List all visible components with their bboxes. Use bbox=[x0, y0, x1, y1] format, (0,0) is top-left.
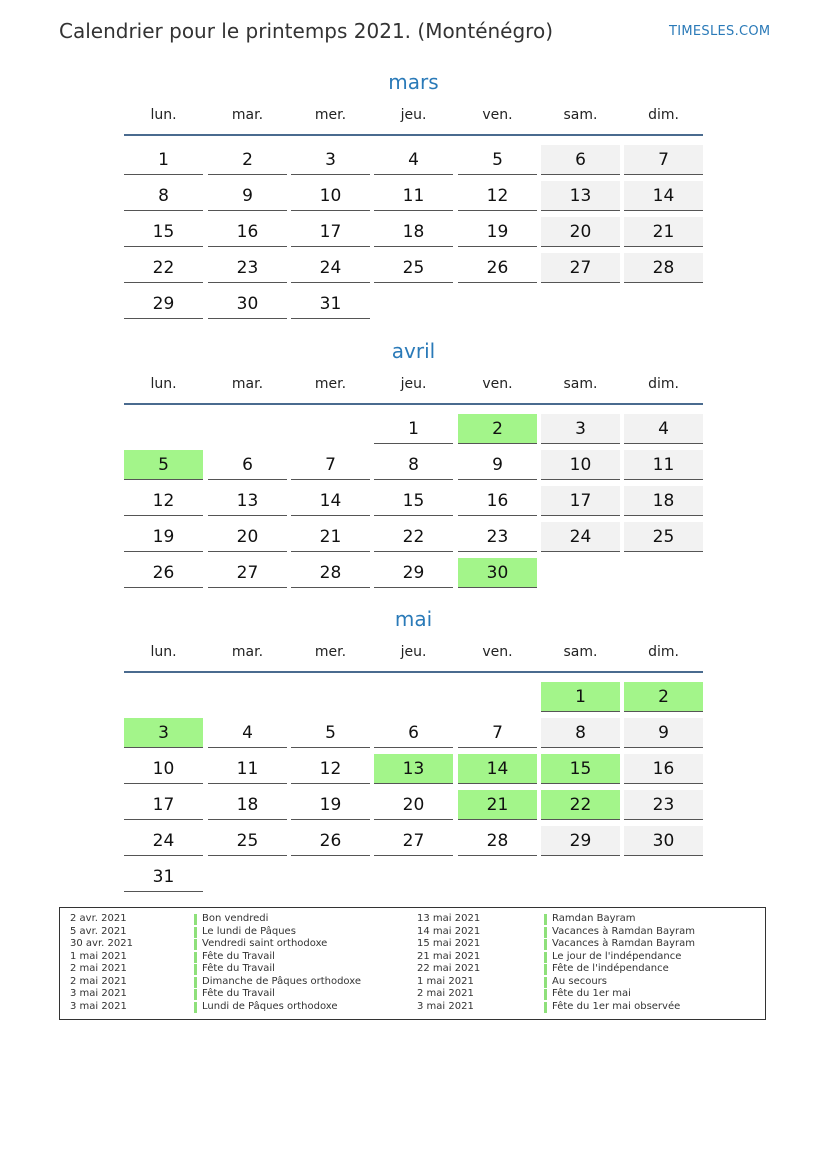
weekday-header: sam. bbox=[563, 376, 598, 392]
legend-entry bbox=[70, 963, 410, 976]
legend-column-right bbox=[417, 913, 757, 1013]
holiday-marker-icon bbox=[544, 989, 547, 1000]
day-cell[interactable]: 8 bbox=[124, 181, 203, 211]
weekday-header: dim. bbox=[648, 644, 679, 660]
legend-holiday-name: Le jour de l'indépendance bbox=[552, 950, 682, 962]
day-cell[interactable]: 5 bbox=[458, 145, 537, 175]
holiday-marker-icon bbox=[194, 989, 197, 1000]
month-0 bbox=[124, 70, 703, 370]
day-cell[interactable]: 9 bbox=[208, 181, 287, 211]
day-cell[interactable]: 4 bbox=[624, 414, 703, 444]
holiday-marker-icon bbox=[194, 964, 197, 975]
weekday-header: mar. bbox=[231, 644, 264, 660]
day-cell[interactable]: 2 bbox=[208, 145, 287, 175]
legend-holiday-name: Fête du Travail bbox=[202, 963, 275, 974]
legend-holiday-name: Fête du 1er mai bbox=[552, 988, 631, 999]
day-cell[interactable]: 14 bbox=[624, 181, 703, 211]
day-cell[interactable]: 22 bbox=[124, 253, 203, 283]
legend-date: 3 mai 2021 bbox=[417, 1000, 474, 1012]
legend-date: 1 mai 2021 bbox=[417, 975, 474, 987]
day-cell[interactable]: 7 bbox=[458, 718, 537, 748]
legend-holiday-name: Vacances à Ramdan Bayram bbox=[552, 925, 695, 937]
holiday-marker-icon bbox=[194, 1002, 197, 1013]
day-cell[interactable]: 20 bbox=[374, 790, 453, 820]
day-cell[interactable]: 4 bbox=[208, 718, 287, 748]
day-cell[interactable]: 3 bbox=[291, 145, 370, 175]
legend-date: 3 mai 2021 bbox=[70, 988, 127, 999]
day-cell[interactable]: 12 bbox=[458, 181, 537, 211]
day-cell[interactable]: 11 bbox=[624, 450, 703, 480]
legend-date: 2 mai 2021 bbox=[70, 963, 127, 974]
day-cell[interactable]: 2 bbox=[458, 414, 537, 444]
day-cell[interactable]: 30 bbox=[624, 826, 703, 856]
day-cell[interactable]: 10 bbox=[541, 450, 620, 480]
day-cell[interactable]: 19 bbox=[124, 522, 203, 552]
day-cell[interactable]: 21 bbox=[458, 790, 537, 820]
day-cell[interactable]: 23 bbox=[624, 790, 703, 820]
day-cell[interactable]: 26 bbox=[291, 826, 370, 856]
month-title: mai bbox=[394, 607, 433, 631]
weekday-header: lun. bbox=[150, 376, 177, 392]
day-cell[interactable]: 25 bbox=[374, 253, 453, 283]
day-cell[interactable]: 17 bbox=[541, 486, 620, 516]
day-cell[interactable]: 27 bbox=[541, 253, 620, 283]
legend-holiday-name: Au secours bbox=[552, 975, 607, 987]
day-cell[interactable]: 12 bbox=[124, 486, 203, 516]
day-cell[interactable]: 16 bbox=[458, 486, 537, 516]
day-cell[interactable]: 21 bbox=[291, 522, 370, 552]
legend-date: 22 mai 2021 bbox=[417, 963, 481, 974]
day-cell[interactable]: 9 bbox=[624, 718, 703, 748]
day-cell[interactable]: 1 bbox=[124, 145, 203, 175]
holiday-marker-icon bbox=[194, 914, 197, 925]
holiday-marker-icon bbox=[544, 977, 547, 988]
day-cell[interactable]: 8 bbox=[541, 718, 620, 748]
day-cell[interactable]: 9 bbox=[458, 450, 537, 480]
legend-entry bbox=[70, 926, 410, 939]
month-title: avril bbox=[391, 339, 436, 363]
legend-entry bbox=[417, 951, 757, 964]
weekday-header: mer. bbox=[314, 107, 347, 123]
day-cell[interactable]: 27 bbox=[374, 826, 453, 856]
weekday-header: mar. bbox=[231, 107, 264, 123]
holiday-marker-icon bbox=[194, 977, 197, 988]
day-cell[interactable]: 10 bbox=[291, 181, 370, 211]
legend-date: 21 mai 2021 bbox=[417, 950, 481, 962]
legend-entry bbox=[417, 988, 757, 1001]
legend-holiday-name: Le lundi de Pâques bbox=[202, 925, 296, 937]
day-cell[interactable]: 19 bbox=[458, 217, 537, 247]
legend-entry bbox=[70, 988, 410, 1001]
legend-holiday-name: Bon vendredi bbox=[202, 913, 269, 924]
day-cell[interactable]: 11 bbox=[208, 754, 287, 784]
day-cell[interactable]: 10 bbox=[124, 754, 203, 784]
weekday-header: jeu. bbox=[400, 644, 427, 660]
day-cell[interactable]: 24 bbox=[291, 253, 370, 283]
day-cell[interactable]: 3 bbox=[124, 718, 203, 748]
day-cell[interactable]: 29 bbox=[541, 826, 620, 856]
day-cell[interactable]: 2 bbox=[624, 682, 703, 712]
holiday-marker-icon bbox=[544, 927, 547, 938]
legend-date: 5 avr. 2021 bbox=[70, 925, 127, 937]
day-cell[interactable]: 20 bbox=[541, 217, 620, 247]
day-cell[interactable]: 11 bbox=[374, 181, 453, 211]
legend-date: 1 mai 2021 bbox=[70, 950, 127, 962]
legend-entry bbox=[417, 976, 757, 989]
holiday-marker-icon bbox=[544, 1002, 547, 1013]
header-divider bbox=[124, 671, 703, 673]
weekday-header: lun. bbox=[150, 644, 177, 660]
day-cell[interactable]: 5 bbox=[124, 450, 203, 480]
day-cell[interactable]: 6 bbox=[208, 450, 287, 480]
day-cell[interactable]: 18 bbox=[624, 486, 703, 516]
legend-date: 2 avr. 2021 bbox=[70, 913, 127, 924]
day-cell[interactable]: 16 bbox=[208, 217, 287, 247]
legend-holiday-name: Fête du Travail bbox=[202, 950, 275, 962]
day-cell[interactable]: 24 bbox=[541, 522, 620, 552]
legend-entry bbox=[70, 913, 410, 926]
legend-holiday-name: Dimanche de Pâques orthodoxe bbox=[202, 975, 361, 987]
legend-holiday-name: Vendredi saint orthodoxe bbox=[202, 938, 328, 949]
day-cell[interactable]: 17 bbox=[291, 217, 370, 247]
day-cell[interactable]: 23 bbox=[208, 253, 287, 283]
day-cell[interactable]: 14 bbox=[291, 486, 370, 516]
day-cell[interactable]: 25 bbox=[624, 522, 703, 552]
day-cell[interactable]: 19 bbox=[291, 790, 370, 820]
month-2 bbox=[124, 607, 703, 907]
holiday-marker-icon bbox=[194, 939, 197, 950]
day-cell[interactable]: 1 bbox=[374, 414, 453, 444]
legend-entry bbox=[70, 938, 410, 951]
legend-date: 15 mai 2021 bbox=[417, 938, 481, 949]
day-cell[interactable]: 4 bbox=[374, 145, 453, 175]
day-cell[interactable]: 18 bbox=[374, 217, 453, 247]
day-cell[interactable]: 6 bbox=[541, 145, 620, 175]
site-link[interactable]: TIMESLES.COM bbox=[669, 24, 771, 39]
day-cell[interactable]: 13 bbox=[208, 486, 287, 516]
weekday-header: dim. bbox=[648, 376, 679, 392]
weekday-header: ven. bbox=[482, 376, 513, 392]
legend-entry bbox=[70, 951, 410, 964]
weekday-header: mer. bbox=[314, 376, 347, 392]
weekday-header: ven. bbox=[482, 644, 513, 660]
legend-holiday-name: Lundi de Pâques orthodoxe bbox=[202, 1000, 338, 1012]
day-cell[interactable]: 18 bbox=[208, 790, 287, 820]
legend-entry bbox=[417, 938, 757, 951]
day-cell[interactable]: 15 bbox=[541, 754, 620, 784]
weekday-header: dim. bbox=[648, 107, 679, 123]
legend-date: 13 mai 2021 bbox=[417, 913, 481, 924]
holiday-legend bbox=[59, 907, 766, 1020]
day-cell[interactable]: 29 bbox=[374, 558, 453, 588]
day-cell[interactable]: 15 bbox=[374, 486, 453, 516]
legend-date: 2 mai 2021 bbox=[417, 988, 474, 999]
day-cell[interactable]: 5 bbox=[291, 718, 370, 748]
legend-holiday-name: Fête du 1er mai observée bbox=[552, 1000, 681, 1012]
holiday-marker-icon bbox=[544, 914, 547, 925]
weekday-header: ven. bbox=[482, 107, 513, 123]
day-cell[interactable]: 1 bbox=[541, 682, 620, 712]
legend-date: 2 mai 2021 bbox=[70, 975, 127, 987]
day-cell[interactable]: 20 bbox=[208, 522, 287, 552]
day-cell[interactable]: 25 bbox=[208, 826, 287, 856]
page-title: Calendrier pour le printemps 2021. (Monténégro) bbox=[59, 19, 554, 43]
legend-entry bbox=[70, 1001, 410, 1014]
day-cell[interactable]: 26 bbox=[124, 558, 203, 588]
day-cell[interactable]: 31 bbox=[291, 289, 370, 319]
legend-column-left bbox=[70, 913, 410, 1013]
day-cell[interactable]: 29 bbox=[124, 289, 203, 319]
weekday-header: mar. bbox=[231, 376, 264, 392]
header-divider bbox=[124, 403, 703, 405]
weekday-header: jeu. bbox=[400, 376, 427, 392]
legend-date: 14 mai 2021 bbox=[417, 925, 481, 937]
holiday-marker-icon bbox=[194, 927, 197, 938]
weekday-header: mer. bbox=[314, 644, 347, 660]
day-cell[interactable]: 28 bbox=[291, 558, 370, 588]
day-cell[interactable]: 16 bbox=[624, 754, 703, 784]
legend-holiday-name: Vacances à Ramdan Bayram bbox=[552, 938, 695, 949]
month-title: mars bbox=[388, 70, 439, 94]
month-1 bbox=[124, 339, 703, 639]
day-cell[interactable]: 23 bbox=[458, 522, 537, 552]
day-cell[interactable]: 28 bbox=[458, 826, 537, 856]
day-cell[interactable]: 24 bbox=[124, 826, 203, 856]
day-cell[interactable]: 22 bbox=[541, 790, 620, 820]
legend-entry bbox=[70, 976, 410, 989]
holiday-marker-icon bbox=[544, 939, 547, 950]
header-divider bbox=[124, 134, 703, 136]
day-cell[interactable]: 7 bbox=[291, 450, 370, 480]
day-cell[interactable]: 12 bbox=[291, 754, 370, 784]
day-cell[interactable]: 30 bbox=[458, 558, 537, 588]
day-cell[interactable]: 22 bbox=[374, 522, 453, 552]
day-cell[interactable]: 15 bbox=[124, 217, 203, 247]
legend-holiday-name: Fête de l'indépendance bbox=[552, 963, 669, 974]
holiday-marker-icon bbox=[194, 952, 197, 963]
legend-holiday-name: Fête du Travail bbox=[202, 988, 275, 999]
day-cell[interactable]: 17 bbox=[124, 790, 203, 820]
day-cell[interactable]: 27 bbox=[208, 558, 287, 588]
legend-date: 30 avr. 2021 bbox=[70, 938, 133, 949]
weekday-header: sam. bbox=[563, 644, 598, 660]
day-cell[interactable]: 28 bbox=[624, 253, 703, 283]
day-cell[interactable]: 26 bbox=[458, 253, 537, 283]
weekday-header: jeu. bbox=[400, 107, 427, 123]
legend-entry bbox=[417, 963, 757, 976]
legend-date: 3 mai 2021 bbox=[70, 1000, 127, 1012]
day-cell[interactable]: 3 bbox=[541, 414, 620, 444]
day-cell[interactable]: 14 bbox=[458, 754, 537, 784]
legend-entry bbox=[417, 913, 757, 926]
day-cell[interactable]: 13 bbox=[374, 754, 453, 784]
day-cell[interactable]: 30 bbox=[208, 289, 287, 319]
day-cell[interactable]: 6 bbox=[374, 718, 453, 748]
weekday-header: lun. bbox=[150, 107, 177, 123]
day-cell[interactable]: 8 bbox=[374, 450, 453, 480]
legend-entry bbox=[417, 1001, 757, 1014]
day-cell[interactable]: 21 bbox=[624, 217, 703, 247]
day-cell[interactable]: 13 bbox=[541, 181, 620, 211]
legend-holiday-name: Ramdan Bayram bbox=[552, 913, 636, 924]
legend-entry bbox=[417, 926, 757, 939]
holiday-marker-icon bbox=[544, 964, 547, 975]
weekday-header: sam. bbox=[563, 107, 598, 123]
day-cell[interactable]: 7 bbox=[624, 145, 703, 175]
holiday-marker-icon bbox=[544, 952, 547, 963]
day-cell[interactable]: 31 bbox=[124, 862, 203, 892]
